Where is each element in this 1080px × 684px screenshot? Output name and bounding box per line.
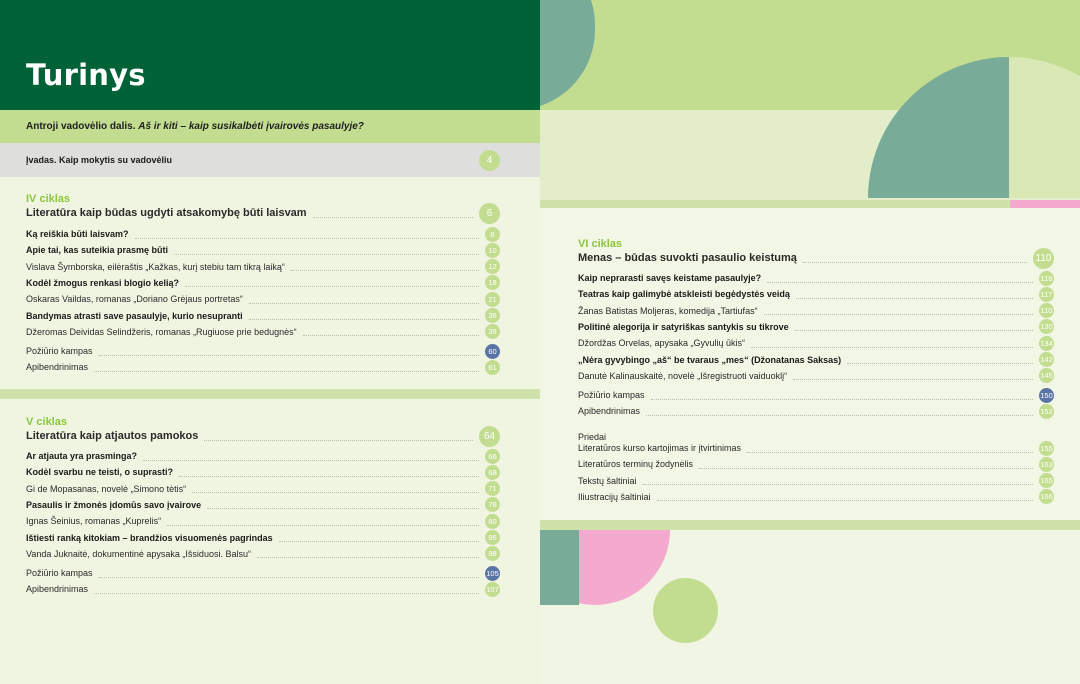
toc-entry-label: Ką reiškia būti laisvam?: [26, 229, 129, 239]
toc-entry-label: Ignas Šeinius, romanas „Kuprelis“: [26, 516, 162, 527]
cycle-title-entry[interactable]: [26, 205, 500, 221]
toc-entry[interactable]: [578, 286, 1054, 302]
toc-entry-label: Apibendrinimas: [26, 584, 89, 595]
page-number-badge: 110: [1033, 248, 1054, 269]
page-number-badge: 118: [1039, 271, 1054, 286]
toc-dots: [167, 525, 479, 526]
toc-entry-label: Literatūros kurso kartojimas ir įtvirtinimas: [578, 443, 742, 453]
toc-entry[interactable]: [26, 530, 500, 546]
toc-dots: [249, 319, 479, 320]
part-heading-subtitle: Aš ir kiti – kaip susikalbėti įvairovės pasaulyje?: [138, 121, 364, 132]
toc-dots: [699, 468, 1033, 469]
appendix-label: Priedai: [578, 432, 607, 442]
toc-dots: [179, 476, 479, 477]
page-number-badge: 150: [1039, 388, 1054, 403]
toc-dots: [135, 238, 479, 239]
cycle-title: Menas – būdas suvokti pasaulio keistumą: [578, 252, 797, 264]
toc-dots: [94, 593, 479, 594]
cycle-title: Literatūra kaip atjautos pamokos: [26, 430, 199, 442]
toc-dots: [643, 484, 1033, 485]
toc-entry-label: Danutė Kalinauskaitė, novelė „Išregistruoti vaiduoklį“: [578, 370, 788, 381]
toc-entry-label: Vislava Šymborska, eilėraštis „Kažkas, kurį stebiu tam tikrą laiką“: [26, 261, 285, 272]
page-number-badge: 105: [485, 566, 500, 581]
section-divider: [0, 389, 540, 399]
toc-entry[interactable]: [26, 324, 500, 340]
toc-entry[interactable]: [26, 275, 500, 291]
section-divider-pink: [1010, 200, 1080, 208]
deco-teal-bar: [540, 530, 579, 605]
toc-entry[interactable]: [578, 387, 1054, 403]
toc-entry[interactable]: [26, 226, 500, 242]
toc-dots: [313, 217, 473, 218]
toc-entry[interactable]: [578, 489, 1054, 505]
cycle-label: VI ciklas: [578, 238, 623, 250]
toc-dots: [192, 492, 479, 493]
toc-dots: [279, 541, 479, 542]
page-number-badge: 10: [485, 243, 500, 258]
page-number-badge: 145: [1039, 368, 1054, 383]
page-number-badge: 6: [479, 203, 500, 224]
toc-entry-label: Kaip neprarasti savęs keistame pasaulyje?: [578, 273, 762, 283]
toc-entry[interactable]: [26, 481, 500, 497]
toc-entry-label: Požiūrio kampas: [26, 568, 93, 579]
toc-entry[interactable]: [578, 403, 1054, 419]
toc-dots: [143, 460, 479, 461]
toc-entry-intro[interactable]: [26, 152, 500, 168]
page-number-badge: 78: [485, 497, 500, 512]
toc-entry[interactable]: [578, 303, 1054, 319]
toc-entry[interactable]: [26, 448, 500, 464]
toc-entry-label: Tekstų šaltiniai: [578, 475, 637, 486]
section-divider: [540, 520, 1080, 530]
page-number-badge: 64: [479, 426, 500, 447]
page-number-badge: 98: [485, 546, 500, 561]
toc-entry[interactable]: [26, 546, 500, 562]
toc-dots: [204, 440, 473, 441]
page-number-badge: 165: [1039, 473, 1054, 488]
toc-entry-label: Apie tai, kas suteikia prasmę būti: [26, 245, 169, 256]
toc-entry[interactable]: [578, 440, 1054, 456]
cycle-label: V ciklas: [26, 416, 67, 428]
cycle-title-entry[interactable]: [578, 250, 1054, 266]
toc-entry-label: Gi de Mopasanas, novelė „Simono tėtis“: [26, 483, 187, 494]
toc-entry[interactable]: [26, 291, 500, 307]
page-number-badge: 166: [1039, 489, 1054, 504]
toc-entry[interactable]: [26, 581, 500, 597]
toc-dots: [847, 363, 1033, 364]
toc-dots: [178, 164, 473, 165]
toc-dots: [646, 415, 1033, 416]
page-title: Turinys: [26, 58, 146, 92]
page-number-badge: 71: [485, 481, 500, 496]
toc-dots: [767, 282, 1033, 283]
part-heading: [26, 121, 364, 132]
page-number-badge: 60: [485, 344, 500, 359]
page-number-badge: 21: [485, 292, 500, 307]
page-number-badge: 80: [485, 514, 500, 529]
page-number-badge: 4: [479, 150, 500, 171]
page-number-badge: 66: [485, 449, 500, 464]
toc-entry-label: Ar atjauta yra prasminga?: [26, 451, 138, 461]
toc-entry[interactable]: [578, 473, 1054, 489]
toc-entry-label: Džeromas Deividas Selindžeris, romanas „Rugiuose prie bedugnės“: [26, 326, 297, 337]
toc-dots: [803, 262, 1027, 263]
page-number-badge: 155: [1039, 441, 1054, 456]
toc-entry-label: Įvadas. Kaip mokytis su vadovėliu: [26, 155, 173, 165]
cycle-title-entry[interactable]: [26, 428, 500, 444]
toc-dots: [174, 254, 479, 255]
toc-entry-label: Džordžas Orvelas, apysaka „Gyvulių ūkis“: [578, 338, 746, 349]
toc-entry[interactable]: [578, 319, 1054, 335]
title-banner: [0, 0, 540, 110]
toc-dots: [651, 399, 1033, 400]
toc-dots: [747, 452, 1033, 453]
toc-entry[interactable]: [578, 368, 1054, 384]
right-page: [540, 0, 1080, 684]
page-number-badge: 68: [485, 465, 500, 480]
toc-entry[interactable]: [26, 242, 500, 258]
toc-entry[interactable]: [26, 513, 500, 529]
page-number-badge: 110: [1039, 303, 1054, 318]
toc-entry-label: „Nėra gyvybingo „aš“ be tvaraus „mes“ (Džonatanas Saksas): [578, 354, 842, 365]
toc-dots: [291, 270, 479, 271]
toc-dots: [303, 335, 479, 336]
toc-entry-label: Iliustracijų šaltiniai: [578, 491, 651, 502]
section-divider: [540, 200, 1010, 208]
toc-entry[interactable]: [578, 352, 1054, 368]
toc-entry[interactable]: [26, 464, 500, 480]
toc-entry[interactable]: [26, 497, 500, 513]
cycle-label: IV ciklas: [26, 193, 71, 205]
toc-dots: [764, 314, 1033, 315]
part-heading-label: Antroji vadovėlio dalis.: [26, 121, 136, 132]
toc-entry-label: Kodėl žmogus renkasi blogio kelią?: [26, 277, 180, 288]
toc-entry-label: Literatūros terminų žodynėlis: [578, 459, 694, 470]
toc-dots: [795, 330, 1033, 331]
toc-dots: [185, 286, 479, 287]
page-number-badge: 8: [485, 227, 500, 242]
page-number-badge: 61: [485, 360, 500, 375]
cycle-title: Literatūra kaip būdas ugdyti atsakomybę būti laisvam: [26, 207, 307, 219]
toc-entry-label: Kodėl svarbu ne teisti, o suprasti?: [26, 467, 174, 478]
toc-dots: [207, 508, 479, 509]
toc-dots: [99, 577, 479, 578]
toc-entry-label: Teatras kaip galimybė atskleisti begėdystės veidą: [578, 289, 790, 300]
toc-dots: [257, 557, 479, 558]
toc-entry-label: Pasaulis ir žmonės įdomūs savo įvairove: [26, 499, 202, 510]
page-number-badge: 152: [1039, 404, 1054, 419]
toc-dots: [793, 379, 1033, 380]
page-number-badge: 12: [485, 259, 500, 274]
page-number-badge: 117: [1039, 287, 1054, 302]
toc-dots: [657, 500, 1033, 501]
page-number-badge: 134: [1039, 336, 1054, 351]
page-number-badge: 96: [485, 530, 500, 545]
page-number-badge: 130: [1039, 319, 1054, 334]
toc-entry-label: Apibendrinimas: [26, 362, 89, 373]
toc-entry[interactable]: [26, 359, 500, 375]
deco-green-circle: [653, 578, 718, 643]
page-number-badge: 163: [1039, 457, 1054, 472]
page-number-badge: 107: [485, 582, 500, 597]
page-number-badge: 36: [485, 308, 500, 323]
toc-entry[interactable]: [26, 259, 500, 275]
toc-entry[interactable]: [26, 308, 500, 324]
toc-entry-label: Oskaras Vaildas, romanas „Doriano Grėjaus portretas“: [26, 294, 243, 305]
toc-dots: [249, 303, 479, 304]
toc-entry-label: Vanda Juknaitė, dokumentinė apysaka „Išsiduosi. Balsu“: [26, 548, 251, 559]
page-number-badge: 18: [485, 275, 500, 290]
toc-entry-label: Ištiesti ranką kitokiam – brandžios visuomenės pagrindas: [26, 532, 273, 543]
toc-entry[interactable]: [578, 335, 1054, 351]
toc-entry[interactable]: [26, 565, 500, 581]
toc-dots: [94, 371, 479, 372]
page-number-badge: 39: [485, 324, 500, 339]
toc-entry-label: Politinė alegorija ir satyriškas santykis su tikrove: [578, 321, 789, 332]
toc-entry-label: Žanas Batistas Moljeras, komedija „Tartiufas“: [578, 305, 758, 316]
page-number-badge: 142: [1039, 352, 1054, 367]
toc-entry[interactable]: [578, 270, 1054, 286]
toc-entry-label: Apibendrinimas: [578, 406, 641, 417]
toc-dots: [99, 355, 479, 356]
toc-entry-label: Požiūrio kampas: [26, 346, 93, 357]
toc-entry[interactable]: [26, 343, 500, 359]
toc-entry[interactable]: [578, 456, 1054, 472]
toc-entry-label: Požiūrio kampas: [578, 390, 645, 401]
toc-entry-label: Bandymas atrasti save pasaulyje, kurio nesupranti: [26, 310, 243, 321]
toc-dots: [796, 298, 1033, 299]
toc-dots: [751, 347, 1033, 348]
